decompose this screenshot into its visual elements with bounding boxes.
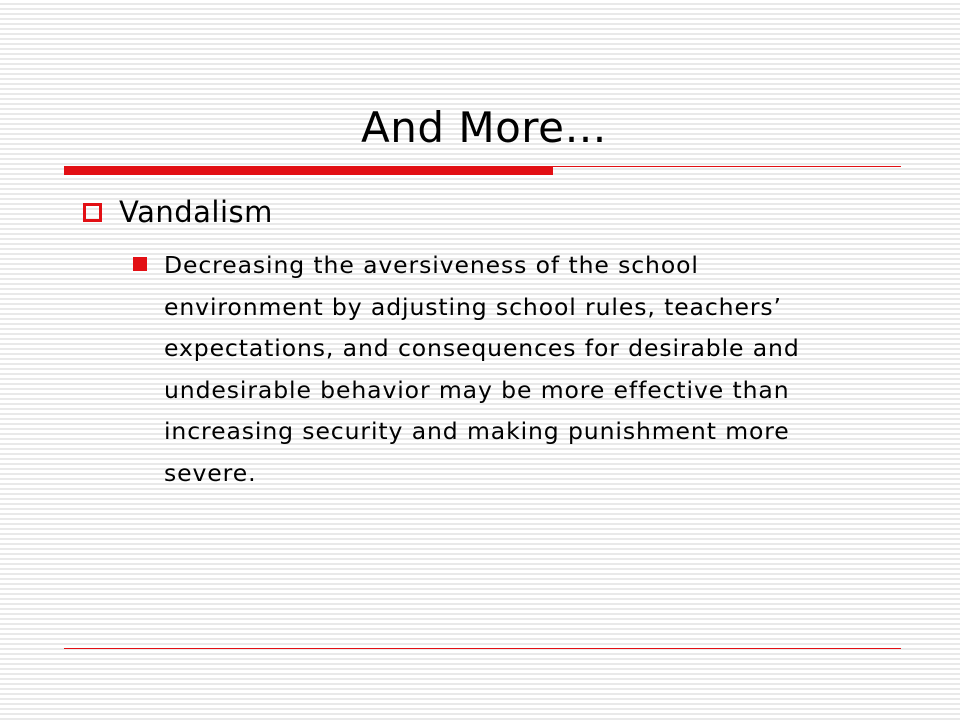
filled-square-icon (133, 257, 147, 271)
sub-bullet-text: Decreasing the aversiveness of the school environment by adjusting school rules, teachers’ expectations, and consequences for desirable and undesirable behavior may be more effective than increasing security and making punishment more severe. (164, 251, 800, 487)
title-underline-thick (64, 166, 553, 175)
hollow-square-icon (83, 203, 102, 222)
bullet-label: Vandalism (119, 195, 273, 229)
bullet-vandalism (83, 192, 273, 232)
footer-divider (64, 648, 901, 649)
title-underline-thin (553, 166, 901, 167)
slide-title: And More… (361, 103, 607, 152)
